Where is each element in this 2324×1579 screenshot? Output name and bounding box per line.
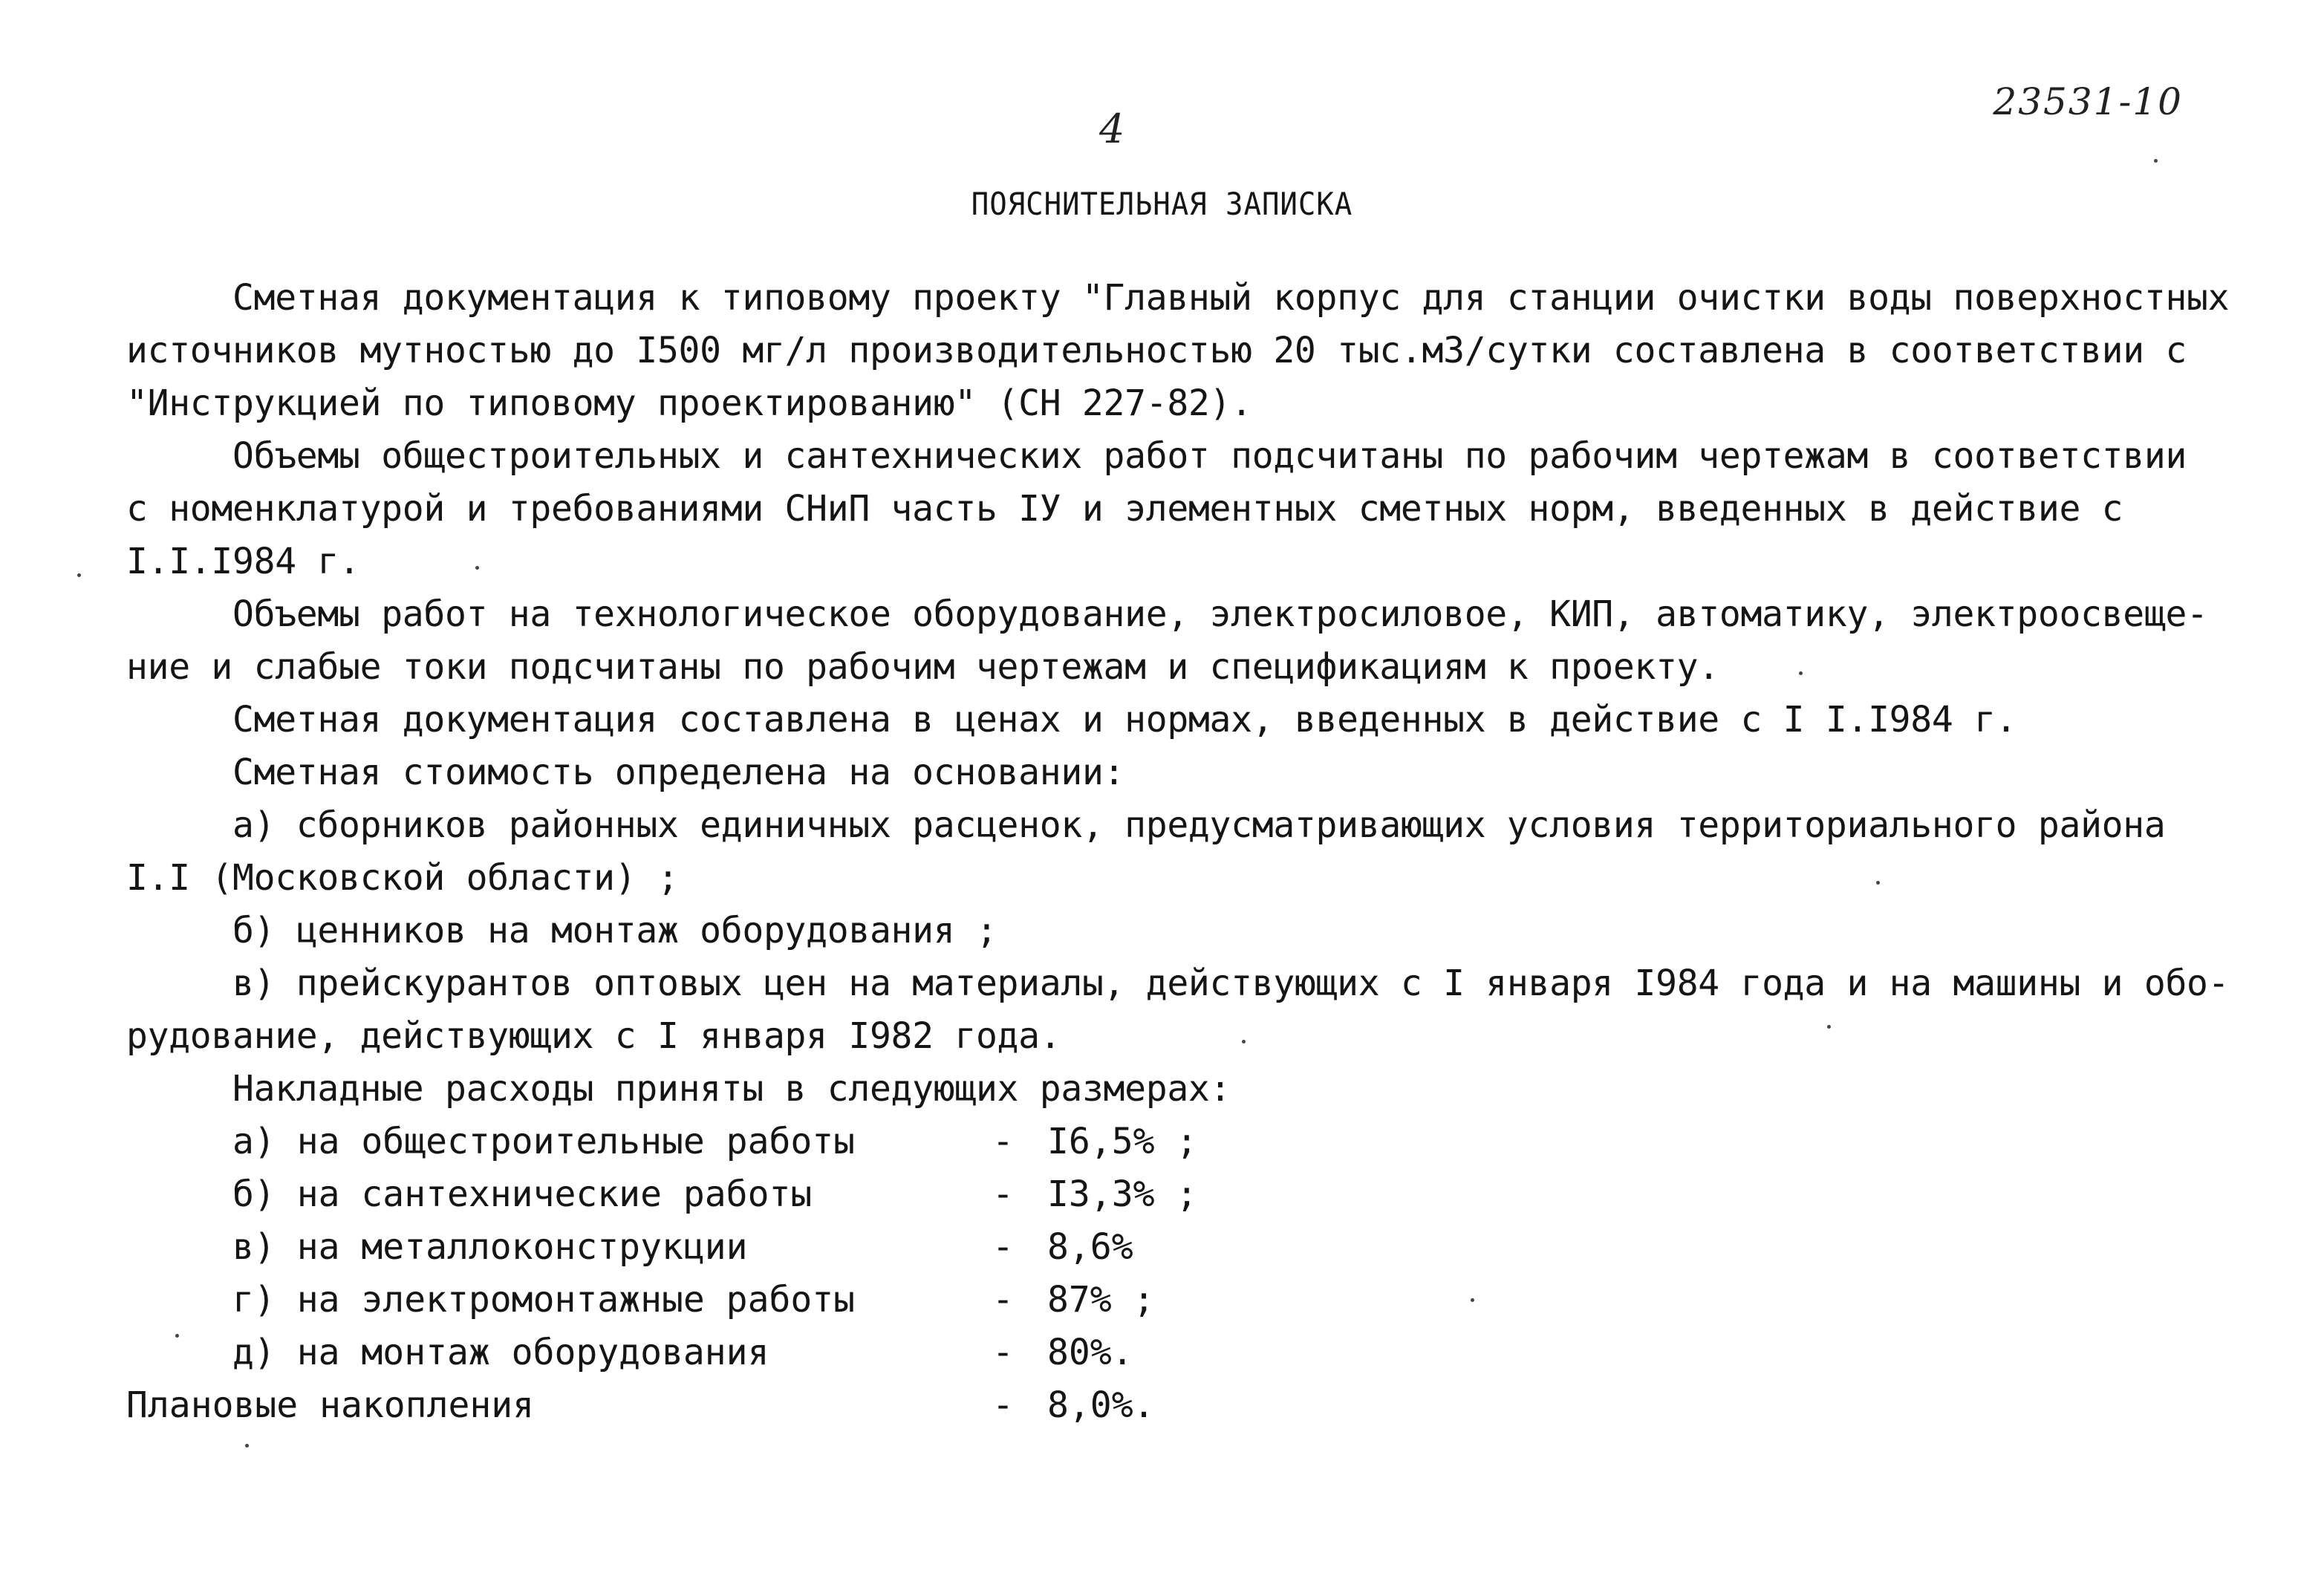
paragraph-line: Объемы работ на технологическое оборудование, электросиловое, КИП, автоматику, электроосвеще- xyxy=(232,593,2208,635)
rate-label: Плановые накопления xyxy=(126,1384,535,1426)
overhead-rate-row xyxy=(126,1326,2221,1379)
scan-speck xyxy=(475,566,479,570)
scan-speck xyxy=(1827,1025,1831,1029)
list-item-line: I.I (Московской области) ; xyxy=(126,857,679,899)
rate-label: б) на сантехнические работы xyxy=(232,1173,813,1215)
handwritten-document-number: 23531-10 xyxy=(1993,80,2183,123)
rate-value: 8,0%. xyxy=(1047,1384,1155,1426)
paragraph-line: ние и слабые токи подсчитаны по рабочим чертежам и спецификациям к проекту. xyxy=(126,646,1719,688)
document-title: ПОЯСНИТЕЛЬНАЯ ЗАПИСКА xyxy=(971,186,1353,222)
rate-value: 8,6% xyxy=(1047,1226,1133,1268)
rate-dash: - xyxy=(992,1384,1014,1426)
scan-speck xyxy=(1471,1298,1474,1302)
overhead-rate-row xyxy=(126,1168,2221,1221)
scan-speck xyxy=(175,1334,179,1338)
scan-speck xyxy=(77,573,81,577)
rate-dash: - xyxy=(992,1226,1014,1268)
paragraph-line: Накладные расходы приняты в следующих размерах: xyxy=(232,1068,1231,1110)
list-item-line: а) сборников районных единичных расценок, предусматривающих условия территориального района xyxy=(232,804,2166,846)
rate-label: д) на монтаж оборудования xyxy=(232,1332,769,1373)
paragraph-line: "Инструкцией по типовому проектированию" (СН 227-82). xyxy=(126,382,1252,424)
rate-value: 87% ; xyxy=(1047,1279,1155,1321)
rate-label: в) на металлоконструкции xyxy=(232,1226,748,1268)
rate-value: I6,5% ; xyxy=(1047,1121,1198,1162)
paragraph-line: с номенклатурой и требованиями СНиП часть IУ и элементных сметных норм, введенных в действие с xyxy=(126,488,2123,530)
rate-label: г) на электромонтажные работы xyxy=(232,1279,856,1321)
rate-value: I3,3% ; xyxy=(1047,1173,1198,1215)
paragraph-line: Сметная документация к типовому проекту "Главный корпус для станции очистки воды поверхностных xyxy=(232,277,2230,319)
scan-speck xyxy=(245,1444,249,1448)
rate-dash: - xyxy=(992,1121,1014,1162)
rate-value: 80%. xyxy=(1047,1332,1133,1373)
accumulation-row xyxy=(126,1379,2221,1432)
scan-speck xyxy=(1876,881,1880,885)
list-item-line: рудование, действующих с I января I982 года. xyxy=(126,1015,1061,1057)
paragraph-line: Сметная стоимость определена на основании: xyxy=(232,752,1125,793)
list-item-line: б) ценников на монтаж оборудования ; xyxy=(232,910,997,951)
rate-label: а) на общестроительные работы xyxy=(232,1121,856,1162)
rate-dash: - xyxy=(992,1173,1014,1215)
scan-speck xyxy=(1799,671,1803,675)
overhead-rate-row xyxy=(126,1221,2221,1274)
paragraph-line: источников мутностью до I500 мг/л производительностью 20 тыс.м3/сутки составлена в соответствии с xyxy=(126,330,2187,371)
rate-dash: - xyxy=(992,1279,1014,1321)
paragraph-line: Объемы общестроительных и сантехнических работ подсчитаны по рабочим чертежам в соответствии xyxy=(232,435,2187,477)
overhead-rate-row xyxy=(126,1274,2221,1326)
scan-speck xyxy=(1242,1040,1246,1044)
scan-speck xyxy=(2154,159,2158,163)
paragraph-line: I.I.I984 г. xyxy=(126,541,360,582)
overhead-rate-row xyxy=(126,1116,2221,1168)
page-number: 4 xyxy=(1099,105,1125,152)
rate-dash: - xyxy=(992,1332,1014,1373)
list-item-line: в) прейскурантов оптовых цен на материалы, действующих с I января I984 года и на машины и обо- xyxy=(232,963,2230,1004)
document-body xyxy=(126,272,2230,1432)
paragraph-line: Сметная документация составлена в ценах и нормах, введенных в действие с I I.I984 г. xyxy=(232,699,2017,740)
